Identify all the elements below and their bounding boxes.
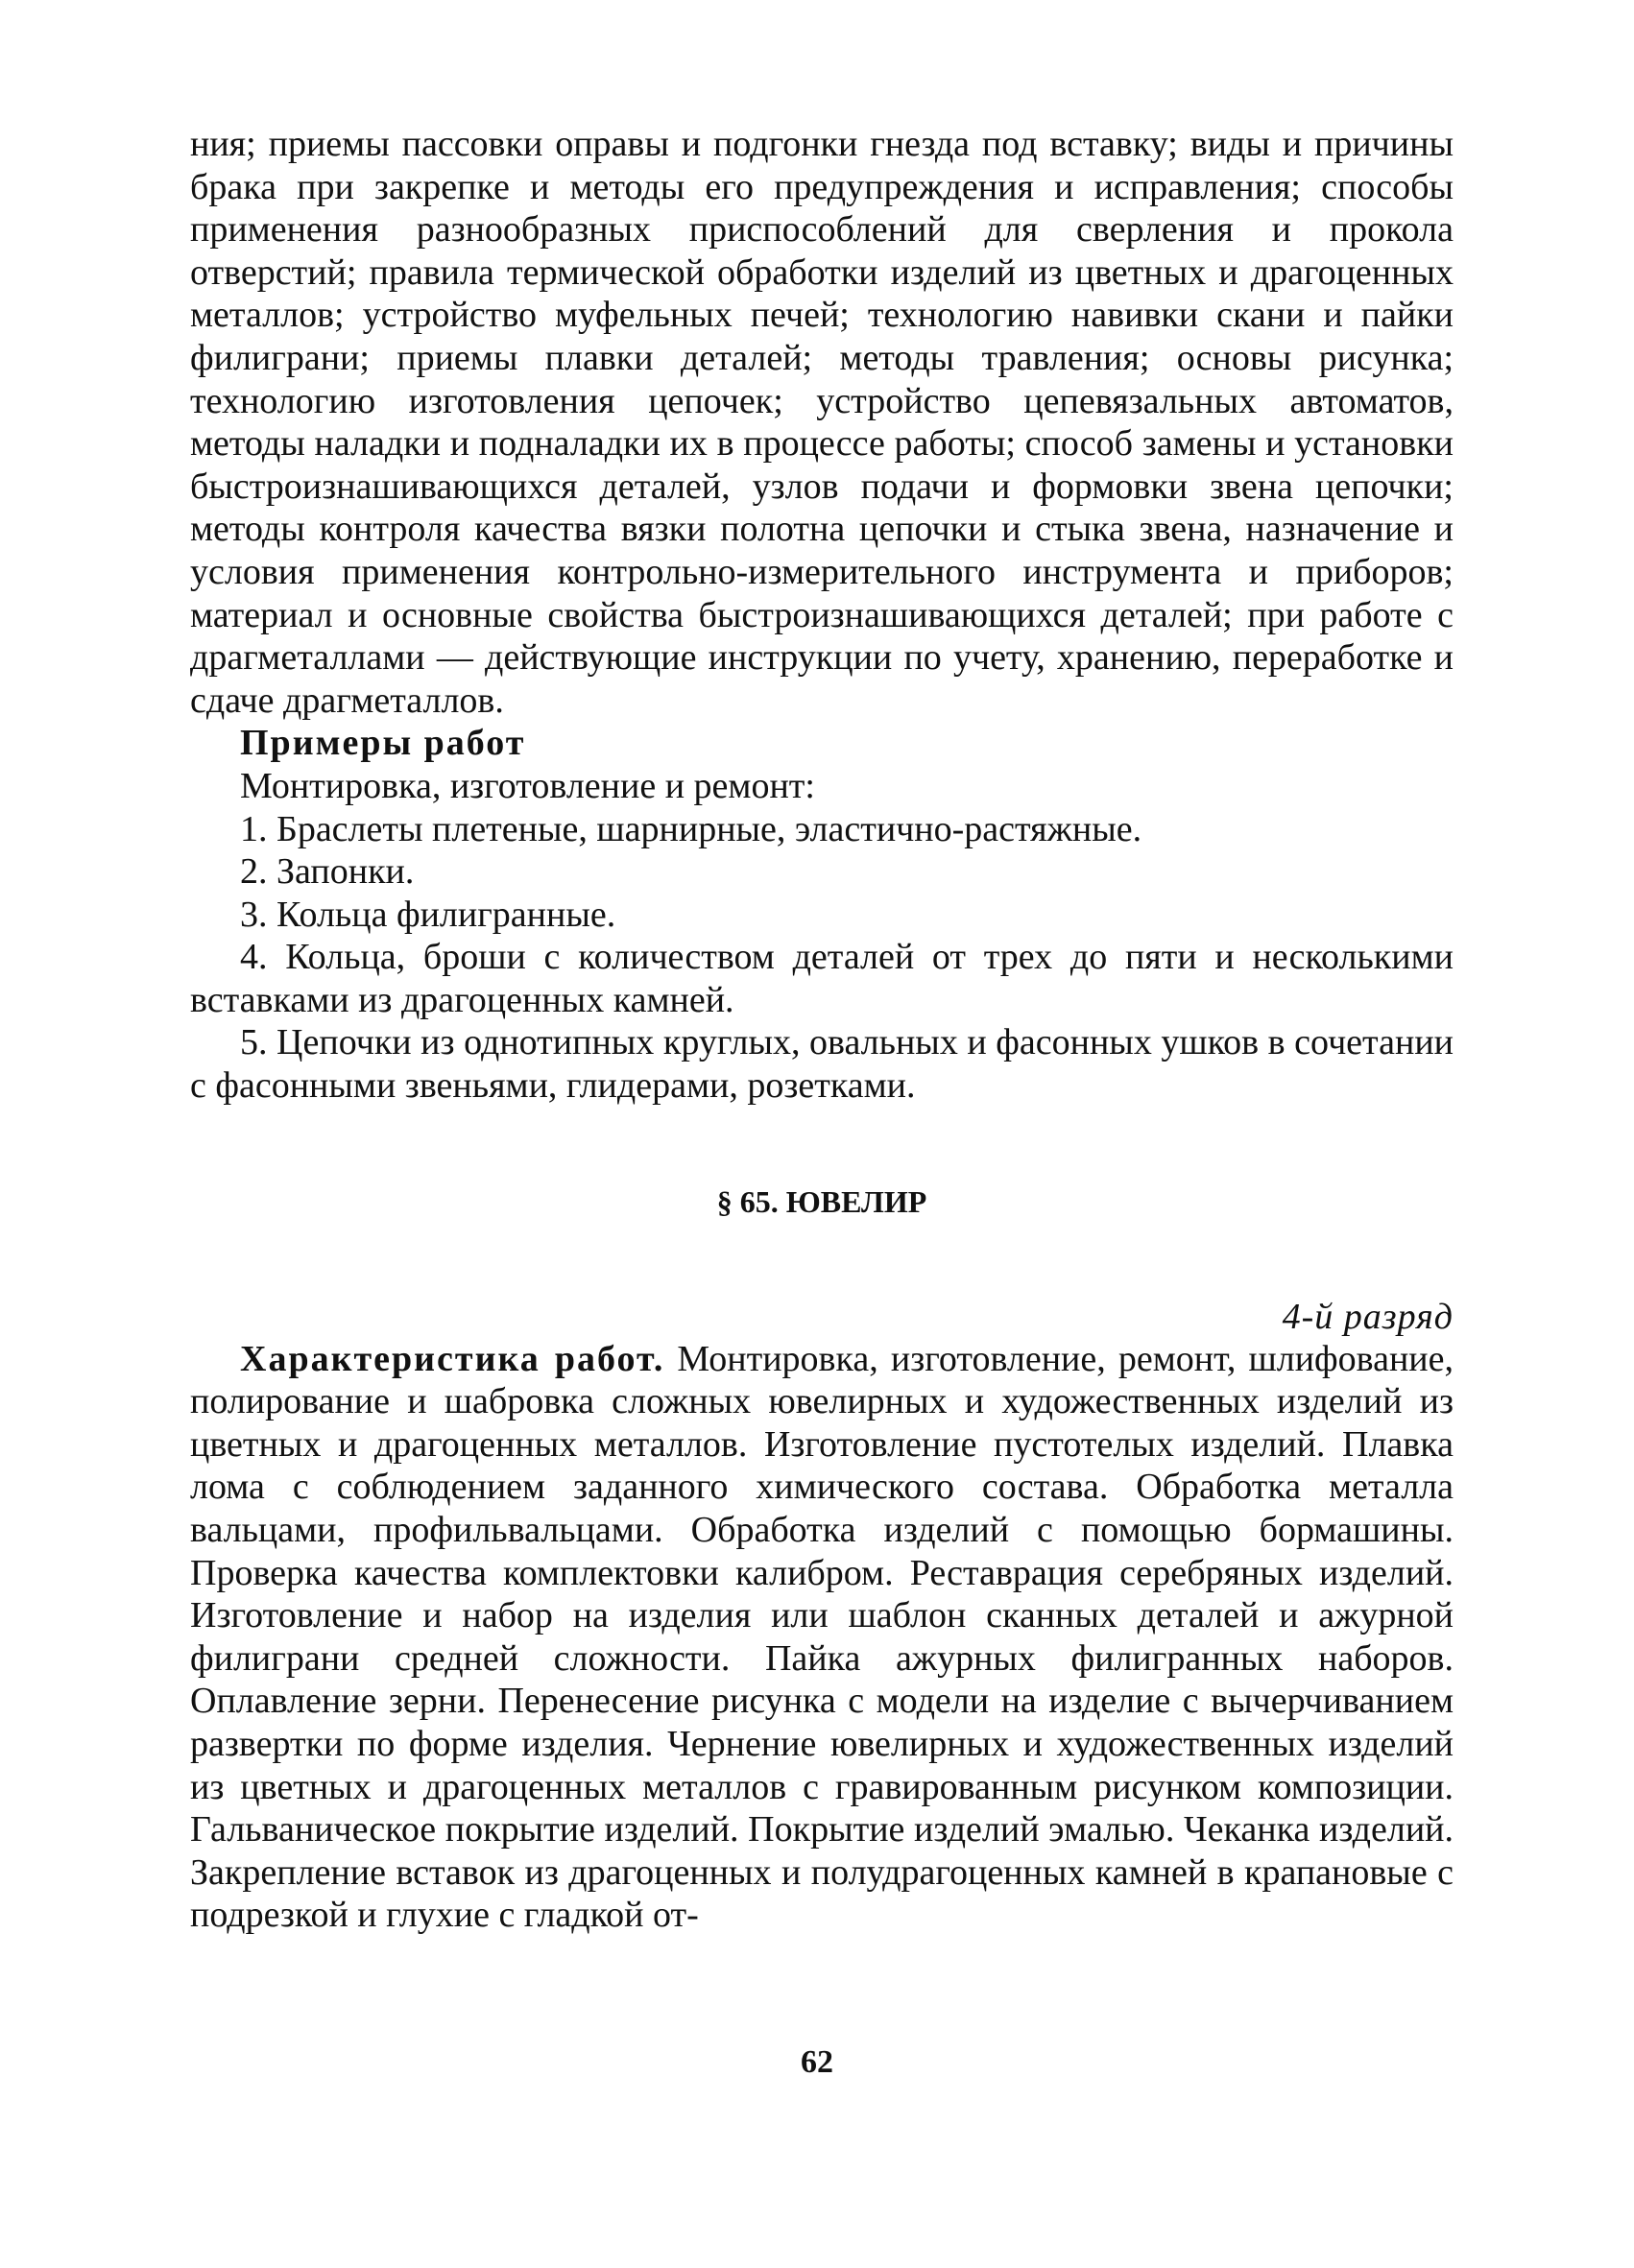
characteristic-text: Монтировка, изготовление, ремонт, шлифование, полирование и шабровка сложных ювелирных и художественных изделий из цветных и драгоценных металлов. Изготовление пустотелых изделий. Плавка лома с соблюдением заданного химического состава. Обработка металла вальцами, профильвальцами. Обработка изделий с помощью бормашины. Проверка качества комплектовки калибром. Реставрация серебряных изделий. Изготовление и набор на изделия или шаблон сканных деталей и ажурной филиграни средней сложности. Пайка ажурных филигранных наборов. Оплавление зерни. Перенесение рисунка с модели на изделие с вычерчиванием развертки по форме изделия. Чернение ювелирных и художественных изделий из цветных и драгоценных металлов с гравированным рисунком композиции. Гальваническое покрытие изделий. Покрытие изделий эмалью. Чеканка изделий. Закрепление вставок из драгоценных и полудрагоценных камней в крапановые с подрезкой и глухие с гладкой от-	[190, 1338, 1454, 1936]
characteristic-paragraph	[190, 1338, 1454, 1937]
list-item: 5. Цепочки из однотипных круглых, овальных и фасонных ушков в сочетании с фасонными звеньями, глидерами, розетками.	[190, 1022, 1454, 1107]
list-item: 4. Кольца, броши с количеством деталей от трех до пяти и несколькими вставками из драгоценных камней.	[190, 937, 1454, 1020]
grade-label: 4-й разряд	[1282, 1296, 1454, 1337]
examples-lead: Монтировка, изготовление и ремонт:	[240, 765, 815, 806]
list-item: 3. Кольца филигранные.	[240, 894, 616, 935]
examples-heading: Примеры работ	[240, 723, 526, 764]
section-title: § 65. ЮВЕЛИР	[716, 1183, 927, 1219]
list-item: 2. Запонки.	[240, 851, 415, 893]
page-body	[190, 123, 1454, 1937]
intro-paragraph: ния; приемы пассовки оправы и подгонки гнезда под вставку; виды и причины брака при закрепке и методы его предупреждения и исправления; способы применения разнообразных приспособлений для сверления и прокола отверстий; правила термической обработки изделий из цветных и драгоценных металлов; устройство муфельных печей; технологию навивки скани и пайки филиграни; приемы плавки деталей; методы травления; основы рисунка; технологию изготовления цепочек; устройство цепевязальных автоматов, методы наладки и подналадки их в процессе работы; способ замены и установки быстроизнашивающихся деталей, узлов подачи и формовки звена цепочки; методы контроля качества вязки полотна цепочки и стыка звена, назначение и условия применения контрольно-измерительного инструмента и приборов; материал и основные свойства быстроизнашивающихся деталей; при работе с драгметаллами — действующие инструкции по учету, хранению, переработке и сдаче драгметаллов.	[190, 124, 1454, 721]
page-number: 62	[801, 2044, 833, 2080]
characteristic-label: Характеристика работ.	[240, 1338, 665, 1379]
examples-list	[190, 808, 1454, 1108]
list-item: 1. Браслеты плетеные, шарнирные, эластично-растяжные.	[240, 808, 1142, 849]
